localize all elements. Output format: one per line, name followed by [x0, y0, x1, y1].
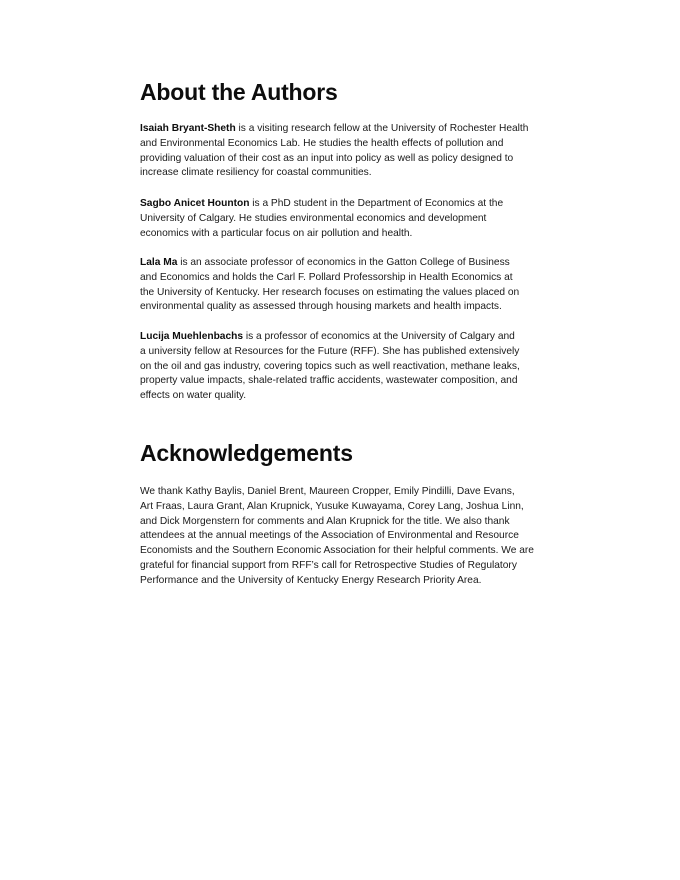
acknowledgements-text: [140, 485, 534, 589]
author-bio-hounton: [140, 197, 503, 241]
author-name: Isaiah Bryant-Sheth: [140, 123, 236, 134]
author-bio-muehlenbachs: [140, 330, 520, 404]
bio-text: is a visiting research fellow at the University of Rochester Health: [235, 123, 529, 134]
author-name: Lucija Muehlenbachs: [140, 331, 244, 342]
bio-line: on the oil and gas industry, covering topics such as well reactivation, methane leaks,: [140, 360, 520, 372]
ack-line: Economists and the Southern Economic Association for their helpful comments. We are: [140, 545, 534, 557]
bio-line: and Economics and holds the Carl F. Pollard Professorship in Health Economics at: [140, 271, 513, 283]
bio-text: is a PhD student in the Department of Economics at the: [249, 198, 504, 209]
bio-text: is an associate professor of economics in the Gatton College of Business: [177, 257, 510, 268]
bio-first-line: [140, 330, 520, 345]
bio-first-line: [140, 197, 503, 212]
ack-line: grateful for financial support from RFF’s call for Retrospective Studies of Regulatory: [140, 559, 517, 571]
ack-line: and Dick Morgenstern for comments and Alan Krupnick for the title. We also thank: [140, 515, 510, 527]
bio-line: a university fellow at Resources for the Future (RFF). She has published extensively: [140, 345, 520, 357]
author-name: Sagbo Anicet Hounton: [140, 198, 250, 209]
ack-line: Performance and the University of Kentucky Energy Research Priority Area.: [140, 574, 482, 586]
ack-line: We thank Kathy Baylis, Daniel Brent, Maureen Cropper, Emily Pindilli, Dave Evans,: [140, 486, 515, 497]
bio-first-line: [140, 256, 519, 271]
ack-line: Art Fraas, Laura Grant, Alan Krupnick, Yusuke Kuwayama, Corey Lang, Joshua Linn,: [140, 500, 524, 512]
bio-line: effects on water quality.: [140, 390, 247, 402]
bio-line: economics with a particular focus on air pollution and health.: [140, 227, 413, 239]
author-bio-bryant-sheth: [140, 122, 528, 181]
bio-line: University of Calgary. He studies environmental economics and development: [140, 212, 487, 224]
bio-line: increase climate resiliency for coastal communities.: [140, 167, 372, 179]
author-name: Lala Ma: [140, 257, 178, 268]
bio-line: property value impacts, shale-related traffic accidents, wastewater composition, and: [140, 375, 518, 387]
bio-first-line: [140, 122, 528, 137]
bio-text: is a professor of economics at the University of Calgary and: [243, 331, 515, 342]
bio-line: and Environmental Economics Lab. He studies the health effects of pollution and: [140, 137, 504, 149]
bio-line: the University of Kentucky. Her research focuses on estimating the values placed on: [140, 286, 520, 298]
bio-line: providing valuation of their cost as an input into policy as well as policy designed to: [140, 152, 514, 164]
author-bio-ma: [140, 256, 519, 315]
ack-line: attendees at the annual meetings of the Association of Environmental and Resource: [140, 530, 519, 542]
about-authors-heading: About the Authors: [140, 79, 338, 105]
acknowledgements-heading: Acknowledgements: [140, 440, 353, 466]
bio-line: environmental quality as assessed through housing markets and health impacts.: [140, 301, 502, 313]
